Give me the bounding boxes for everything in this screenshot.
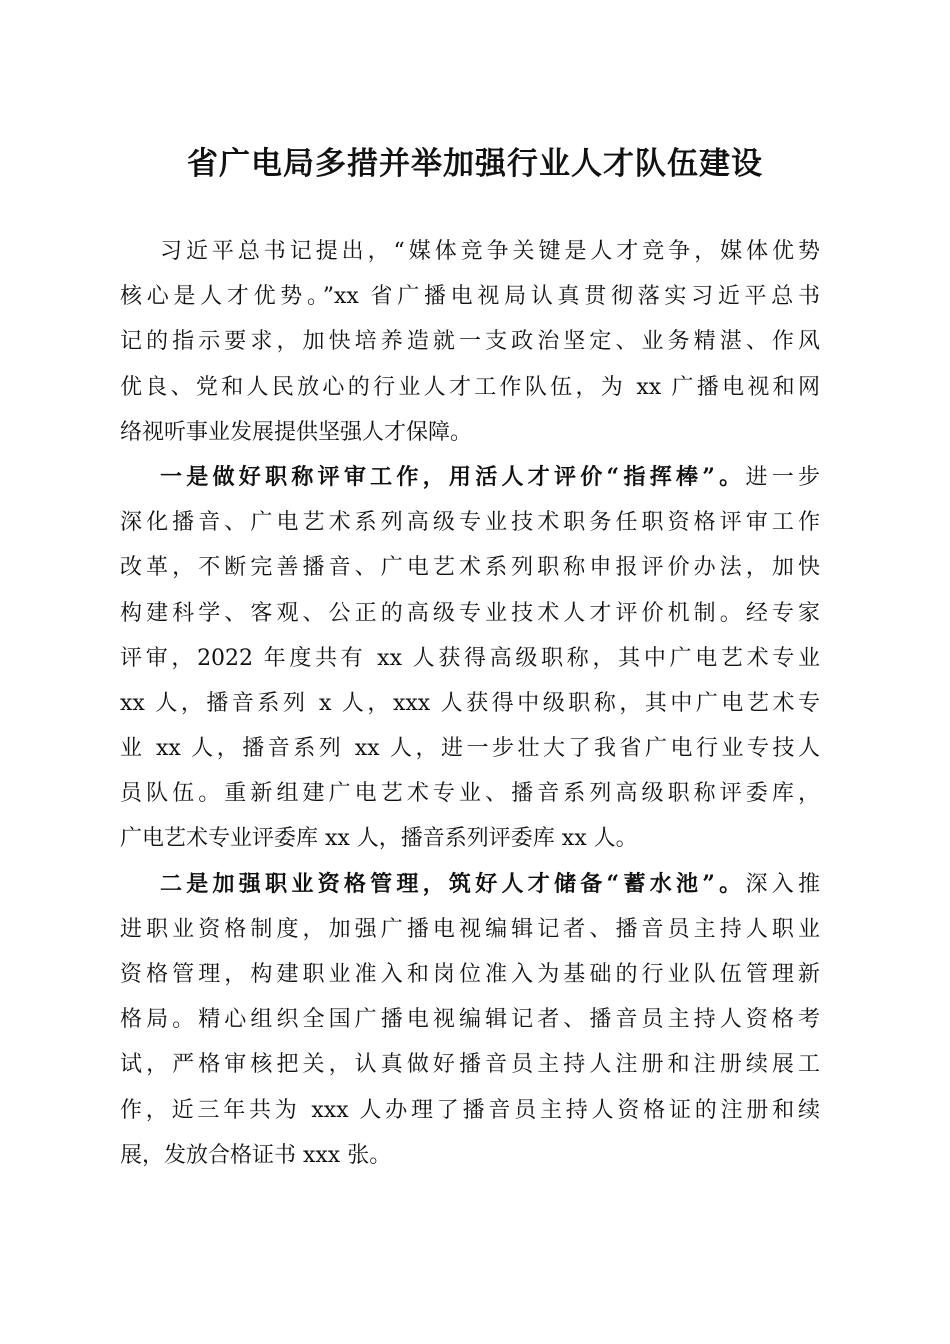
text-line: 评审，2022 年度共有 xx 人获得高级职称，其中广电艺术专业 <box>120 645 820 671</box>
text-line: 改革，不断完善播音、广电艺术系列职称申报评价办法，加快 <box>120 555 820 581</box>
paragraph-intro <box>120 229 820 455</box>
text-line: 展，发放合格证书 xxx 张。 <box>120 1142 392 1168</box>
paragraph-lead-heading: 二是加强职业资格管理，筑好人才储备“蓄水池”。 <box>160 870 746 897</box>
text-segment: 深入推 <box>745 871 820 897</box>
paragraph-qualification-management <box>120 862 820 1178</box>
text-line: 进职业资格制度，加强广播电视编辑记者、播音员主持人职业 <box>120 916 820 942</box>
text-segment: 进一步 <box>745 464 820 490</box>
text-line <box>120 862 820 907</box>
text-line: 构建科学、客观、公正的高级专业技术人才评价机制。经专家 <box>120 600 820 626</box>
text-line: 核心是人才优势。”xx 省广播电视局认真贯彻落实习近平总书 <box>120 284 820 310</box>
text-line: 业 xx 人，播音系列 xx 人，进一步壮大了我省广电行业专技人 <box>120 736 820 762</box>
text-line: 络视听事业发展提供坚强人才保障。 <box>120 419 473 445</box>
text-line: 习近平总书记提出，“媒体竞争关键是人才竞争，媒体优势 <box>160 239 820 264</box>
text-line: 深化播音、广电艺术系列高级专业技术职务任职资格评审工作 <box>120 510 820 536</box>
text-line: 记的指示要求，加快培养造就一支政治坚定、业务精湛、作风 <box>120 329 820 355</box>
paragraph-lead-heading: 一是做好职称评审工作，用活人才评价“指挥棒”。 <box>160 463 746 490</box>
text-line: 资格管理，构建职业准入和岗位准入为基础的行业队伍管理新 <box>120 962 820 987</box>
text-line <box>120 455 820 500</box>
text-line: 优良、党和人民放心的行业人才工作队伍，为 xx 广播电视和网 <box>120 374 820 400</box>
text-line: 作，近三年共为 xxx 人办理了播音员主持人资格证的注册和续 <box>120 1097 820 1123</box>
document-title: 省广电局多措并举加强行业人才队伍建设 <box>187 146 763 182</box>
text-line: 试，严格审核把关，认真做好播音员主持人注册和注册续展工 <box>120 1052 820 1078</box>
text-line: 员队伍。重新组建广电艺术专业、播音系列高级职称评委库， <box>120 781 820 807</box>
text-line: xx 人，播音系列 x 人，xxx 人获得中级职称，其中广电艺术专 <box>120 690 820 716</box>
text-line: 广电艺术专业评委库 xx 人，播音系列评委库 xx 人。 <box>120 826 638 852</box>
text-line: 格局。精心组织全国广播电视编辑记者、播音员主持人资格考 <box>120 1007 820 1033</box>
document-body <box>120 229 820 1178</box>
paragraph-professional-titles <box>120 455 820 862</box>
